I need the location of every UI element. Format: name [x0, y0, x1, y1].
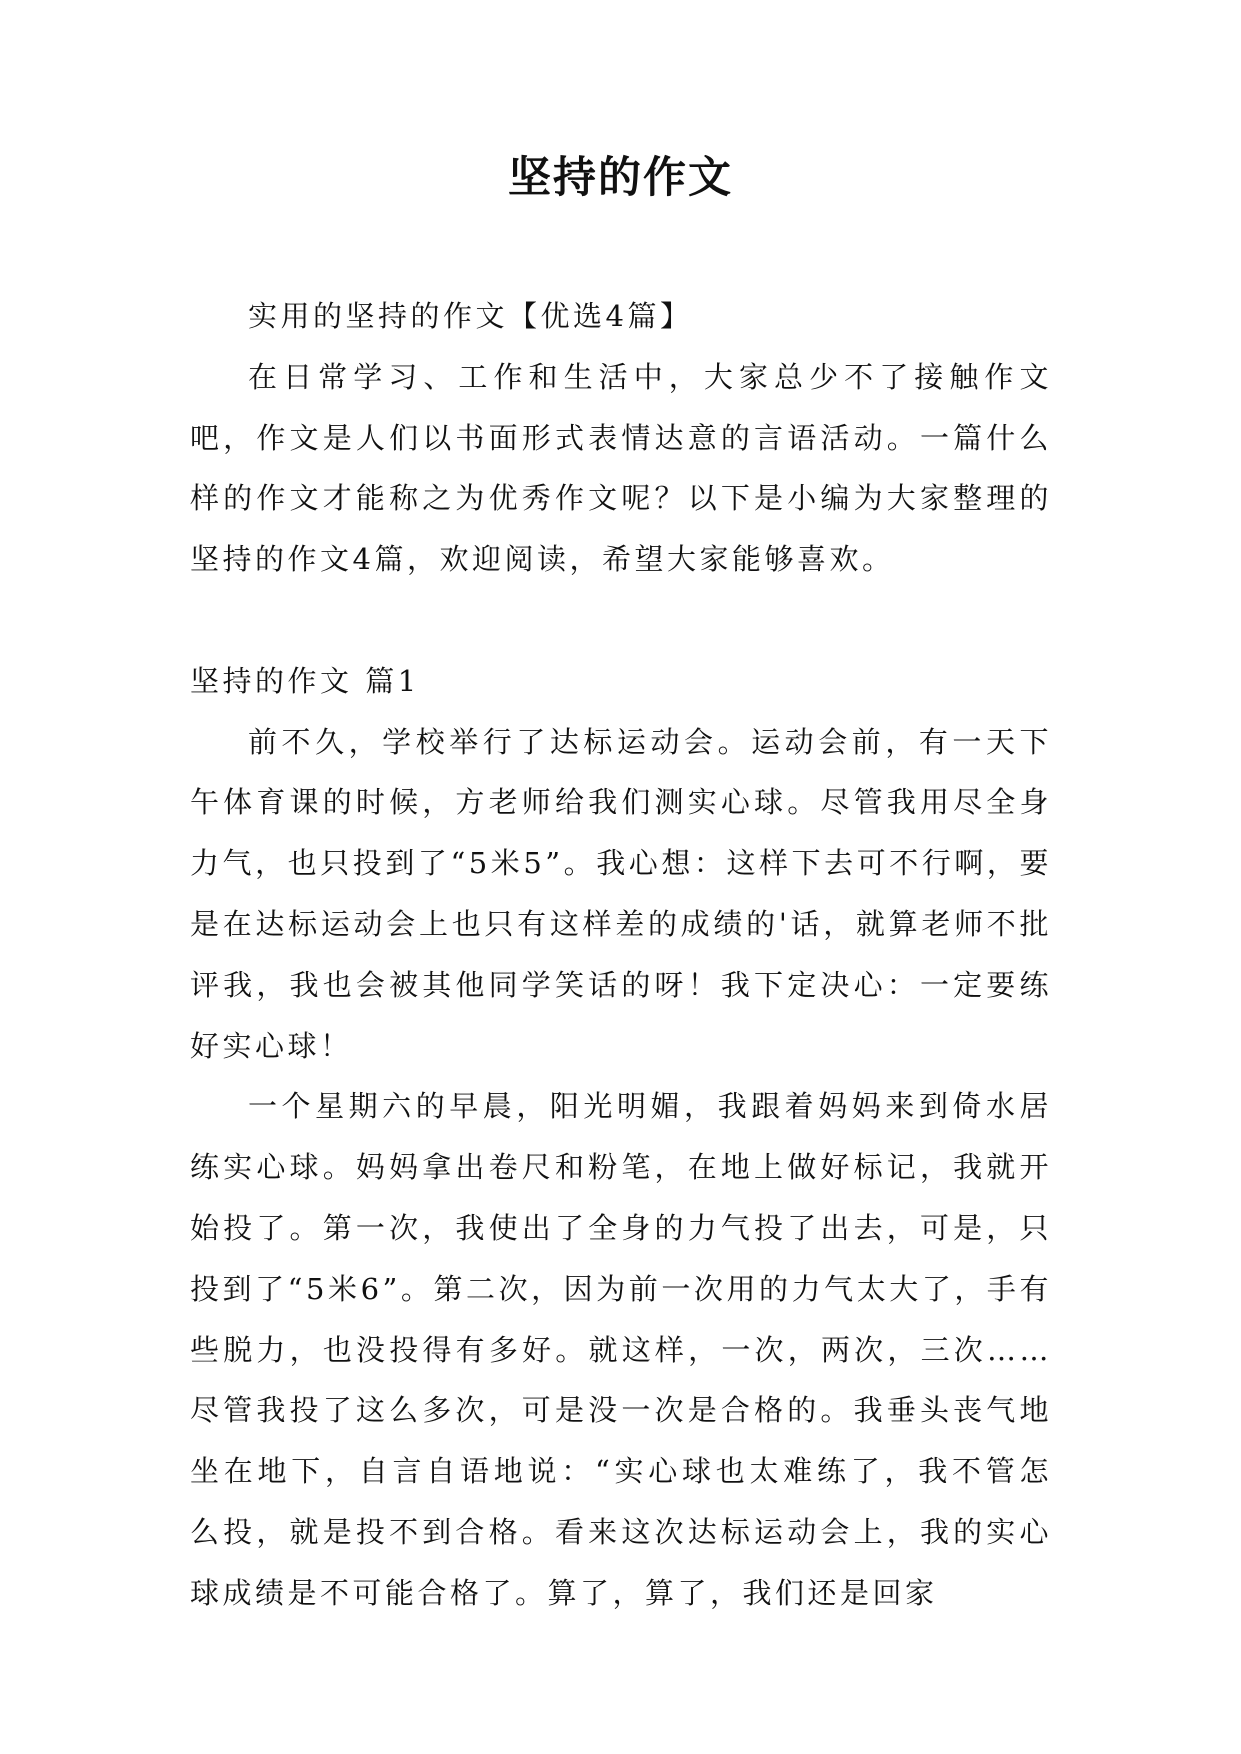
document-title: 坚持的作文: [508, 153, 733, 203]
document-subtitle: 实用的坚持的作文【优选4篇】: [248, 299, 693, 333]
body-paragraph: 前不久，学校举行了达标运动会。运动会前，有一天下午体育课的时候，方老师给我们测实心球。尽管我用尽全身力气，也只投到了“5米5”。我心想：这样下去可不行啊，要是在达标运动会上也只有这样差的成绩的'话，就算老师不批评我，我也会被其他同学笑话的呀！我下定决心：一定要练好实心球！: [190, 724, 1052, 1063]
body-paragraph: 一个星期六的早晨，阳光明媚，我跟着妈妈来到倚水居练实心球。妈妈拿出卷尺和粉笔，在地上做好标记，我就开始投了。第一次，我使出了全身的力气投了出去，可是，只投到了“5米6”。第二次，因为前一次用的力气太大了，手有些脱力，也没投得有多好。就这样，一次，两次，三次……尽管我投了这么多次，可是没一次是合格的。我垂头丧气地坐在地下，自言自语地说：“实心球也太难练了，我不管怎么投，就是投不到合格。看来这次达标运动会上，我的实心球成绩是不可能合格了。算了，算了，我们还是回家: [190, 1089, 1052, 1610]
section-heading: 坚持的作文 篇1: [190, 663, 420, 698]
section-spacer: [190, 590, 1052, 651]
document-body: [190, 286, 1052, 1624]
intro-paragraph: 在日常学习、工作和生活中，大家总少不了接触作文吧，作文是人们以书面形式表情达意的言语活动。一篇什么样的作文才能称之为优秀作文呢？以下是小编为大家整理的坚持的作文4篇，欢迎阅读，希望大家能够喜欢。: [190, 359, 1052, 577]
